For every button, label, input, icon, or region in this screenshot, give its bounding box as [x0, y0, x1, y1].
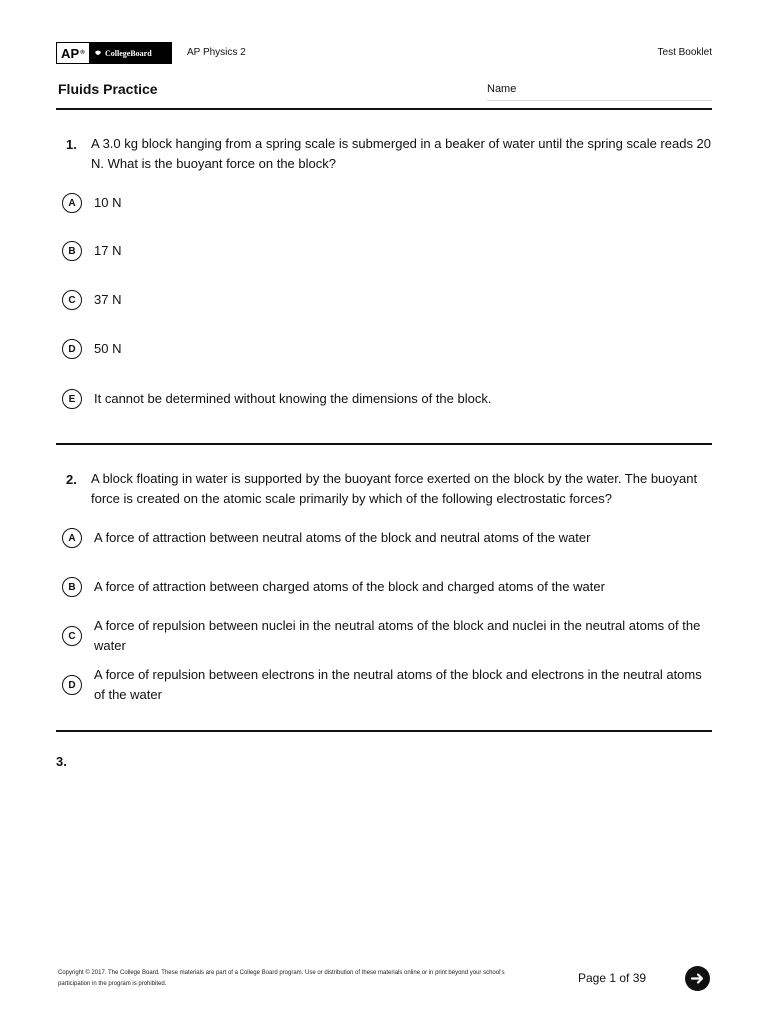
question-divider-1 — [56, 443, 712, 445]
subject-label: AP Physics 2 — [187, 47, 246, 58]
question-1-text: A 3.0 kg block hanging from a spring scale is submerged in a beaker of water until the spring scale reads 20 N. What is the buoyant force on the block? — [91, 136, 712, 171]
question-3-number: 3. — [56, 754, 67, 769]
logo-collegeboard: CollegeBoard — [89, 43, 171, 63]
page-number: Page 1 of 39 — [578, 971, 647, 985]
q2-option-a-bubble[interactable]: A — [62, 528, 82, 548]
q2-option-a-text: A force of attraction between neutral atoms of the block and neutral atoms of the water — [94, 530, 591, 545]
q1-option-e-text: It cannot be determined without knowing the dimensions of the block. — [94, 391, 492, 406]
header-divider — [56, 108, 712, 110]
question-divider-2 — [56, 730, 712, 732]
logo-ap-mark: AP ® — [57, 43, 89, 63]
q1-option-b-text: 17 N — [94, 243, 122, 258]
q1-option-e-bubble[interactable]: E — [62, 389, 82, 409]
name-label: Name — [487, 83, 517, 95]
q1-option-c-text: 37 N — [94, 292, 122, 307]
q1-option-d-text: 50 N — [94, 341, 122, 356]
q2-option-b-text: A force of attraction between charged atoms of the block and charged atoms of the water — [94, 579, 605, 594]
question-1-number: 1. — [66, 137, 77, 152]
name-field-line[interactable] — [487, 100, 712, 101]
q1-option-b-bubble[interactable]: B — [62, 241, 82, 261]
q1-option-a-bubble[interactable]: A — [62, 193, 82, 213]
q1-option-c-bubble[interactable]: C — [62, 290, 82, 310]
q1-option-d-bubble[interactable]: D — [62, 339, 82, 359]
copyright-notice: Copyright © 2017. The College Board. These materials are part of a College Board program. Use or distribution of these materials online or in print beyond your school's participation in the program is prohibited. — [58, 970, 505, 987]
ap-logo — [56, 42, 172, 64]
acorn-icon — [94, 49, 102, 58]
q2-option-c-text: A force of repulsion between nuclei in the neutral atoms of the block and nuclei in the neutral atoms of the water — [94, 618, 701, 653]
page-title: Fluids Practice — [58, 81, 158, 97]
q2-option-c-bubble[interactable]: C — [62, 626, 82, 646]
q2-option-d-text: A force of repulsion between electrons in the neutral atoms of the block and electrons in the neutral atoms of the water — [94, 667, 702, 702]
next-page-button[interactable] — [685, 966, 710, 991]
q1-option-a-text: 10 N — [94, 195, 122, 210]
question-2-text: A block floating in water is supported by the buoyant force exerted on the block by the water. The buoyant force is created on the atomic scale primarily by which of the following electrostatic forces? — [91, 471, 698, 506]
question-2-number: 2. — [66, 472, 77, 487]
arrow-right-icon — [690, 971, 705, 986]
booklet-label: Test Booklet — [657, 47, 712, 58]
q2-option-b-bubble[interactable]: B — [62, 577, 82, 597]
q2-option-d-bubble[interactable]: D — [62, 675, 82, 695]
